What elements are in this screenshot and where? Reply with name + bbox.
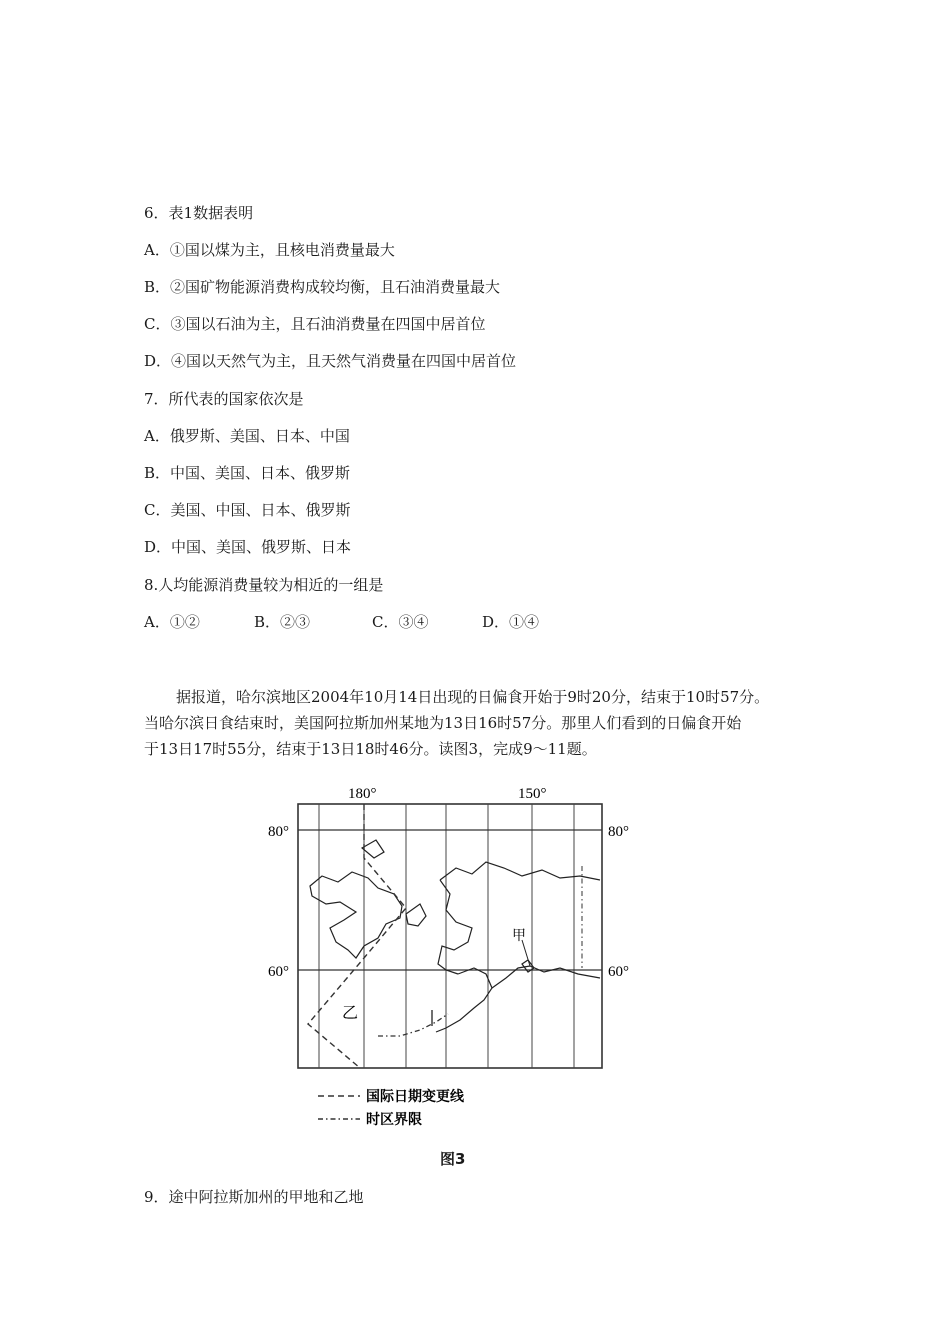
date-line-path: [308, 804, 406, 1068]
label-latitude-80-right: 80°: [608, 824, 629, 840]
question-7-stem: 7．所代表的国家依次是: [144, 390, 304, 408]
question-7-option-a: A．俄罗斯、美国、日本、中国: [144, 427, 350, 445]
passage-line-3: 于13日17时55分，结束于13日18时46分。读图3，完成9～11题。: [144, 740, 597, 758]
figure-caption: 图3: [440, 1150, 466, 1168]
question-6-option-b: B．②国矿物能源消费构成较均衡，且石油消费量最大: [144, 278, 501, 296]
question-7-option-d: D．中国、美国、俄罗斯、日本: [144, 538, 352, 556]
legend-timezone-label: 时区界限: [366, 1112, 422, 1128]
question-6-option-d: D．④国以天然气为主，且天然气消费量在四国中居首位: [144, 352, 517, 370]
figure-3-map: [260, 778, 660, 1148]
label-place-jia: 甲: [512, 928, 526, 944]
question-8-option-d: D．①④: [482, 613, 540, 631]
question-6-stem: 6．表1数据表明: [144, 204, 254, 222]
question-7-option-c: C．美国、中国、日本、俄罗斯: [144, 501, 351, 519]
question-8-option-a: A．①②: [144, 613, 200, 631]
map-frame: [298, 804, 602, 1068]
label-place-yi: 乙: [342, 1003, 359, 1022]
question-8-option-c: C．③④: [372, 613, 429, 631]
passage: [144, 684, 824, 762]
timezone-boundary-path: [378, 1014, 448, 1036]
question-7-option-b: B．中国、美国、日本、俄罗斯: [144, 464, 351, 482]
question-6-option-c: C．③国以石油为主，且石油消费量在四国中居首位: [144, 315, 486, 333]
passage-line-2: 当哈尔滨日食结束时，美国阿拉斯加州某地为13日16时57分。那里人们看到的日偏食开始: [144, 714, 742, 732]
question-9-stem: 9．途中阿拉斯加州的甲地和乙地: [144, 1188, 364, 1206]
label-latitude-60-right: 60°: [608, 964, 629, 980]
label-latitude-80-left: 80°: [268, 824, 289, 840]
legend-dateline-label: 国际日期变更线: [366, 1089, 464, 1105]
question-6-option-a: A．①国以煤为主，且核电消费量最大: [144, 241, 395, 259]
label-longitude-150: 150°: [518, 786, 547, 802]
question-8-options: [144, 611, 539, 632]
question-8-stem: 8.人均能源消费量较为相近的一组是: [144, 576, 384, 594]
passage-line-1: 据报道，哈尔滨地区2004年10月14日出现的日偏食开始于9时20分，结束于10时57分。: [176, 688, 770, 706]
label-longitude-180: 180°: [348, 786, 377, 802]
label-latitude-60-left: 60°: [268, 964, 289, 980]
question-8-option-b: B．②③: [254, 613, 311, 631]
